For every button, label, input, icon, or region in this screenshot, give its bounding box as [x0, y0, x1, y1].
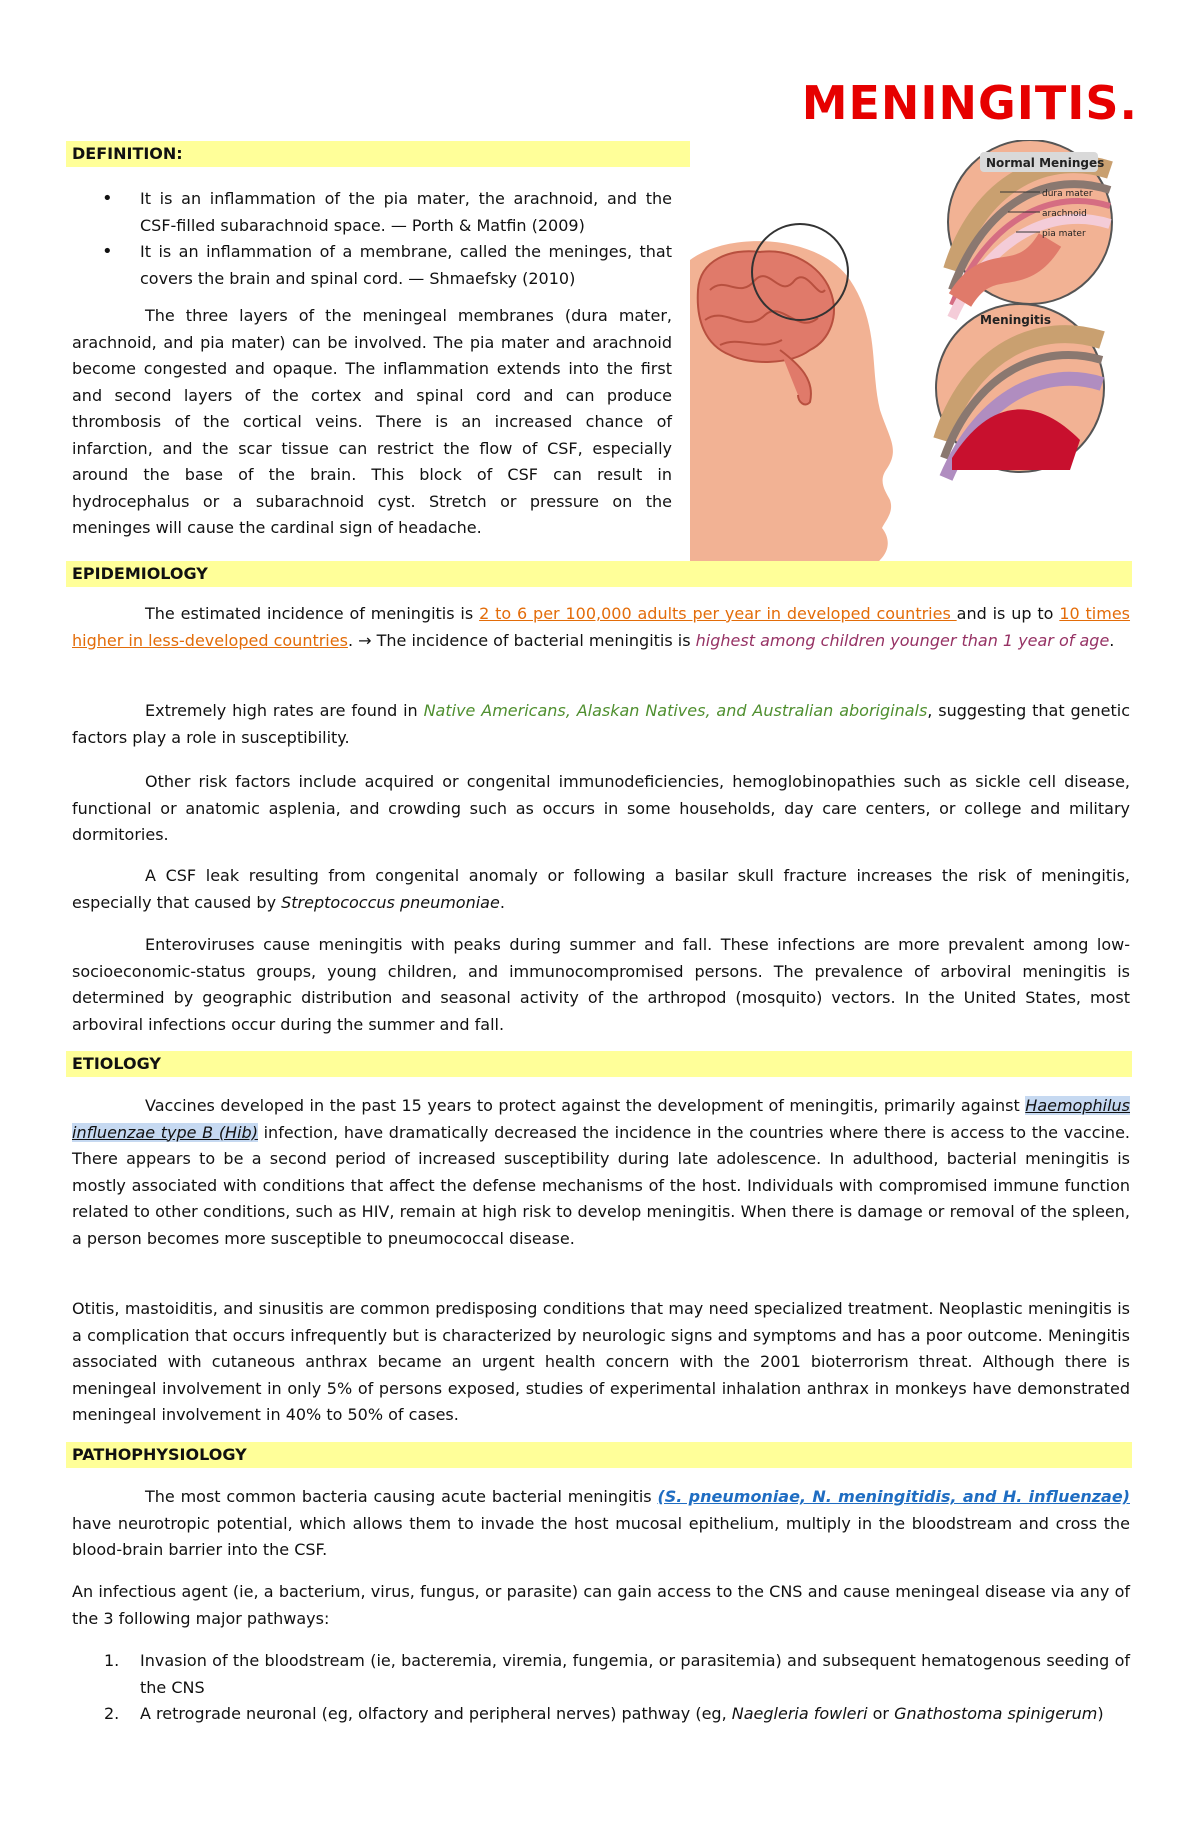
pathophysiology-paragraph-2: An infectious agent (ie, a bacterium, virus, fungus, or parasite) can gain access to the CNS and cause meningeal disease via any of the 3 following major pathways: — [72, 1582, 1130, 1628]
pathophysiology-heading: PATHOPHYSIOLOGY — [66, 1442, 1132, 1468]
document-title: MENINGITIS. — [801, 76, 1138, 130]
arachnoid-label: arachnoid — [1042, 209, 1087, 219]
etiology-paragraph-1: Vaccines developed in the past 15 years to protect against the development of meningitis, primarily against Haemophilus influenzae type B (Hib) infection, have dramatically decreased the incidence in the countries where there is access to the vaccine. There appears to be a second period of increased susceptibility during late adolescence. In adulthood, bacterial meningitis is mostly associated with conditions that affect the defense mechanisms of the host. Individuals with compromised immune function related to other conditions, such as HIV, remain at high risk to develop meningitis. When there is damage or removal of the spleen, a person becomes more susceptible to pneumococcal disease. — [72, 1096, 1131, 1248]
epidemiology-paragraph-5: Enteroviruses cause meningitis with peaks during summer and fall. These infections are more prevalent among low-socioeconomic-status groups, young children, and immunocompromised persons. The prevalence of arboviral meningitis is determined by geographic distribution and seasonal activity of the arthropod (mosquito) vectors. In the United States, most arboviral infections occur during the summer and fall. — [72, 935, 1130, 1034]
pathophysiology-paragraph-1: The most common bacteria causing acute bacterial meningitis (S. pneumoniae, N. meningitidis, and H. influenzae) have neurotropic potential, which allows them to invade the host mucosal epithelium, multiply in the bloodstream and cross the blood-brain barrier into the CSF. — [72, 1487, 1130, 1559]
epidemiology-paragraph-4: A CSF leak resulting from congenital anomaly or following a basilar skull fracture increases the risk of meningitis, especially that caused by Streptococcus pneumoniae. — [72, 866, 1130, 912]
bullet-icon: • — [102, 188, 113, 209]
meningitis-label: Meningitis — [980, 313, 1051, 327]
definition-bullet: • It is an inflammation of the pia mater, the arachnoid, and the CSF-filled subarachnoid space. — Porth & Matfin (2009) — [102, 188, 672, 235]
definition-bullets — [72, 186, 672, 292]
dura-mater-label: dura mater — [1042, 189, 1093, 199]
definition-bullet: • It is an inflammation of a membrane, called the meninges, that covers the brain and spinal cord. — Shmaefsky (2010) — [102, 241, 672, 288]
pathway-list — [72, 1648, 1130, 1728]
epidemiology-heading: EPIDEMIOLOGY — [66, 561, 1132, 587]
epidemiology-paragraph-2: Extremely high rates are found in Native Americans, Alaskan Natives, and Australian aboriginals, suggesting that genetic factors play a role in susceptibility. — [72, 701, 1130, 747]
etiology-heading: ETIOLOGY — [66, 1051, 1132, 1077]
meninges-illustration — [690, 140, 1128, 582]
etiology-paragraph-2: Otitis, mastoiditis, and sinusitis are common predisposing conditions that may need specialized treatment. Neoplastic meningitis is a complication that occurs infrequently but is characterized by neurologic signs and symptoms and has a poor outcome. Meningitis associated with cutaneous anthrax became an urgent health concern with the 2001 bioterrorism threat. Although there is meningeal involvement in only 5% of persons exposed, studies of experimental inhalation anthrax in monkeys have demonstrated meningeal involvement in 40% to 50% of cases. — [72, 1299, 1130, 1424]
bullet-icon: • — [102, 241, 113, 262]
epidemiology-paragraph-3: Other risk factors include acquired or congenital immunodeficiencies, hemoglobinopathies such as sickle cell disease, functional or anatomic asplenia, and crowding such as occurs in some households, day care centers, or college and military dormitories. — [72, 772, 1130, 844]
list-item: 1. Invasion of the bloodstream (ie, bacteremia, viremia, fungemia, or parasitemia) and subsequent hematogenous seeding of the CNS — [104, 1651, 1130, 1697]
epidemiology-paragraph-1: The estimated incidence of meningitis is 2 to 6 per 100,000 adults per year in developed countries and is up to 10 times higher in less-developed countries. → The incidence of bacterial meningitis is highest among children younger than 1 year of age. — [72, 604, 1131, 650]
pia-mater-label: pia mater — [1042, 229, 1086, 239]
definition-paragraph: The three layers of the meningeal membranes (dura mater, arachnoid, and pia mater) can be involved. The pia mater and arachnoid become congested and opaque. The inflammation extends into the first and second layers of the cortex and spinal cord and can produce thrombosis of the cortical veins. There is an increased chance of infarction, and the scar tissue can restrict the flow of CSF, especially around the base of the brain. This block of CSF can result in hydrocephalus or a subarachnoid cyst. Stretch or pressure on the meninges will cause the cardinal sign of headache. — [72, 306, 672, 537]
definition-heading: DEFINITION: — [66, 141, 690, 167]
normal-meninges-label: Normal Meninges — [986, 156, 1105, 170]
list-item: 2. A retrograde neuronal (eg, olfactory and peripheral nerves) pathway (eg, Naegleria fowleri or Gnathostoma spinigerum) — [104, 1704, 1104, 1723]
